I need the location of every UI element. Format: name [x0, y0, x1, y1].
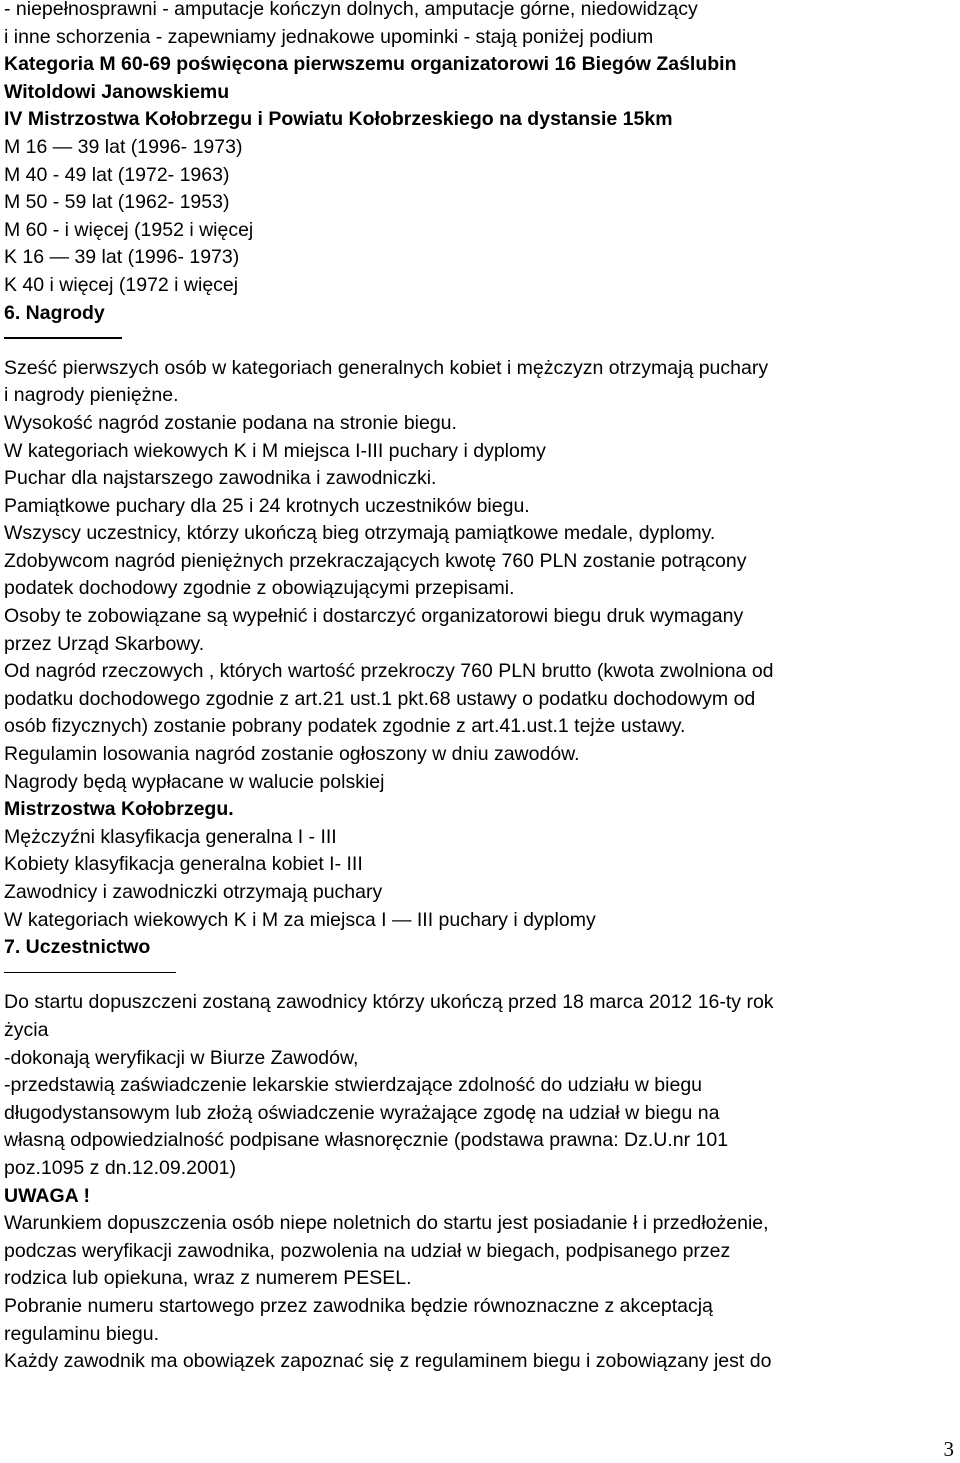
text-line: poz.1095 z dn.12.09.2001) — [4, 1156, 237, 1179]
text-line: osób fizycznych) zostanie pobrany podatek zgodnie z art.41.ust.1 tejże ustawy. — [4, 715, 686, 738]
heading-line: 7. Uczestnictwo — [4, 936, 151, 959]
text-line: Pobranie numeru startowego przez zawodnika będzie równoznaczne z akceptacją — [4, 1294, 713, 1317]
text-line: Kobiety klasyfikacja generalna kobiet I- III — [4, 853, 363, 876]
text-line: Warunkiem dopuszczenia osób niepe noletnich do startu jest posiadanie ł i przedłożenie, — [4, 1212, 769, 1235]
text-line: Zdobywcom nagród pieniężnych przekraczających kwotę 760 PLN zostanie potrącony — [4, 549, 747, 572]
text-line: Pamiątkowe puchary dla 25 i 24 krotnych uczestników biegu. — [4, 494, 530, 517]
text-line: M 60 - i więcej (1952 i więcej — [4, 218, 254, 241]
section-underline — [4, 962, 956, 990]
text-line: długodystansowym lub złożą oświadczenie wyrażające zgodę na udział w biegu na — [4, 1101, 720, 1124]
text-line: przez Urząd Skarbowy. — [4, 632, 205, 655]
text-line: W kategoriach wiekowych K i M miejsca I-III puchary i dyplomy — [4, 439, 546, 462]
text-line: rodzica lub opiekuna, wraz z numerem PESEL. — [4, 1267, 412, 1290]
text-line: Każdy zawodnik ma obowiązek zapoznać się z regulaminem biegu i zobowiązany jest do — [4, 1350, 772, 1373]
text-line: M 40 - 49 lat (1972- 1963) — [4, 163, 230, 186]
heading-line: Witoldowi Janowskiemu — [4, 80, 230, 103]
underline-rule — [4, 972, 176, 974]
text-line: własną odpowiedzialność podpisane własnoręcznie (podstawa prawna: Dz.U.nr 101 — [4, 1129, 729, 1152]
text-line: -dokonają weryfikacji w Biurze Zawodów, — [4, 1046, 359, 1069]
text-line: Zawodnicy i zawodniczki otrzymają puchary — [4, 881, 383, 903]
heading-line: Mistrzostwa Kołobrzegu. — [4, 798, 234, 821]
text-line: podatek dochodowy zgodnie z obowiązującymi przepisami. — [4, 577, 515, 600]
text-line: M 16 — 39 lat (1996- 1973) — [4, 135, 243, 158]
text-line: i inne schorzenia - zapewniamy jednakowe upominki - stają poniżej podium — [4, 25, 654, 48]
text-line: K 40 i więcej (1972 i więcej — [4, 273, 239, 296]
text-line: Nagrody będą wypłacane w walucie polskiej — [4, 770, 385, 793]
text-line: Mężczyźni klasyfikacja generalna I - III — [4, 825, 337, 848]
text-line: podczas weryfikacji zawodnika, pozwolenia na udział w biegach, podpisanego przez — [4, 1239, 731, 1262]
text-line: podatku dochodowego zgodnie z art.21 ust.1 pkt.68 ustawy o podatku dochodowym od — [4, 687, 756, 710]
heading-line: 6. Nagrody — [4, 301, 105, 324]
text-line: Wszyscy uczestnicy, którzy ukończą bieg otrzymają pamiątkowe medale, dyplomy. — [4, 522, 716, 545]
text-line: M 50 - 59 lat (1962- 1953) — [4, 191, 230, 214]
text-line: i nagrody pieniężne. — [4, 384, 179, 407]
heading-line: UWAGA ! — [4, 1184, 90, 1207]
text-line: K 16 — 39 lat (1996- 1973) — [4, 246, 240, 269]
text-line: - niepełnosprawni - amputacje kończyn dolnych, amputacje górne, niedowidzący — [4, 0, 698, 20]
text-line: -przedstawią zaświadczenie lekarskie stwierdzające zdolność do udziału w biegu — [4, 1074, 703, 1097]
underline-rule — [4, 337, 122, 339]
text-line: Od nagród rzeczowych , których wartość przekroczy 760 PLN brutto (kwota zwolniona od — [4, 660, 774, 683]
text-line: regulaminu biegu. — [4, 1322, 160, 1345]
text-line: W kategoriach wiekowych K i M za miejsca I — III puchary i dyplomy — [4, 908, 596, 931]
page-number: 3 — [943, 1437, 954, 1461]
heading-line: Kategoria M 60-69 poświęcona pierwszemu organizatorowi 16 Biegów Zaślubin — [4, 53, 737, 76]
document-body — [4, 0, 956, 1376]
section-underline — [4, 327, 956, 355]
text-line: życia — [4, 1018, 49, 1041]
heading-line: IV Mistrzostwa Kołobrzegu i Powiatu Kołobrzeskiego na dystansie 15km — [4, 108, 673, 131]
text-line: Do startu dopuszczeni zostaną zawodnicy którzy ukończą przed 18 marca 2012 16-ty rok — [4, 991, 774, 1014]
text-line: Osoby te zobowiązane są wypełnić i dostarczyć organizatorowi biegu druk wymagany — [4, 605, 744, 628]
text-line: Puchar dla najstarszego zawodnika i zawodniczki. — [4, 467, 437, 490]
text-line: Wysokość nagród zostanie podana na stronie biegu. — [4, 411, 457, 434]
text-line: Regulamin losowania nagród zostanie ogłoszony w dniu zawodów. — [4, 743, 580, 766]
text-line: Sześć pierwszych osób w kategoriach generalnych kobiet i mężczyzn otrzymają puchary — [4, 356, 769, 379]
